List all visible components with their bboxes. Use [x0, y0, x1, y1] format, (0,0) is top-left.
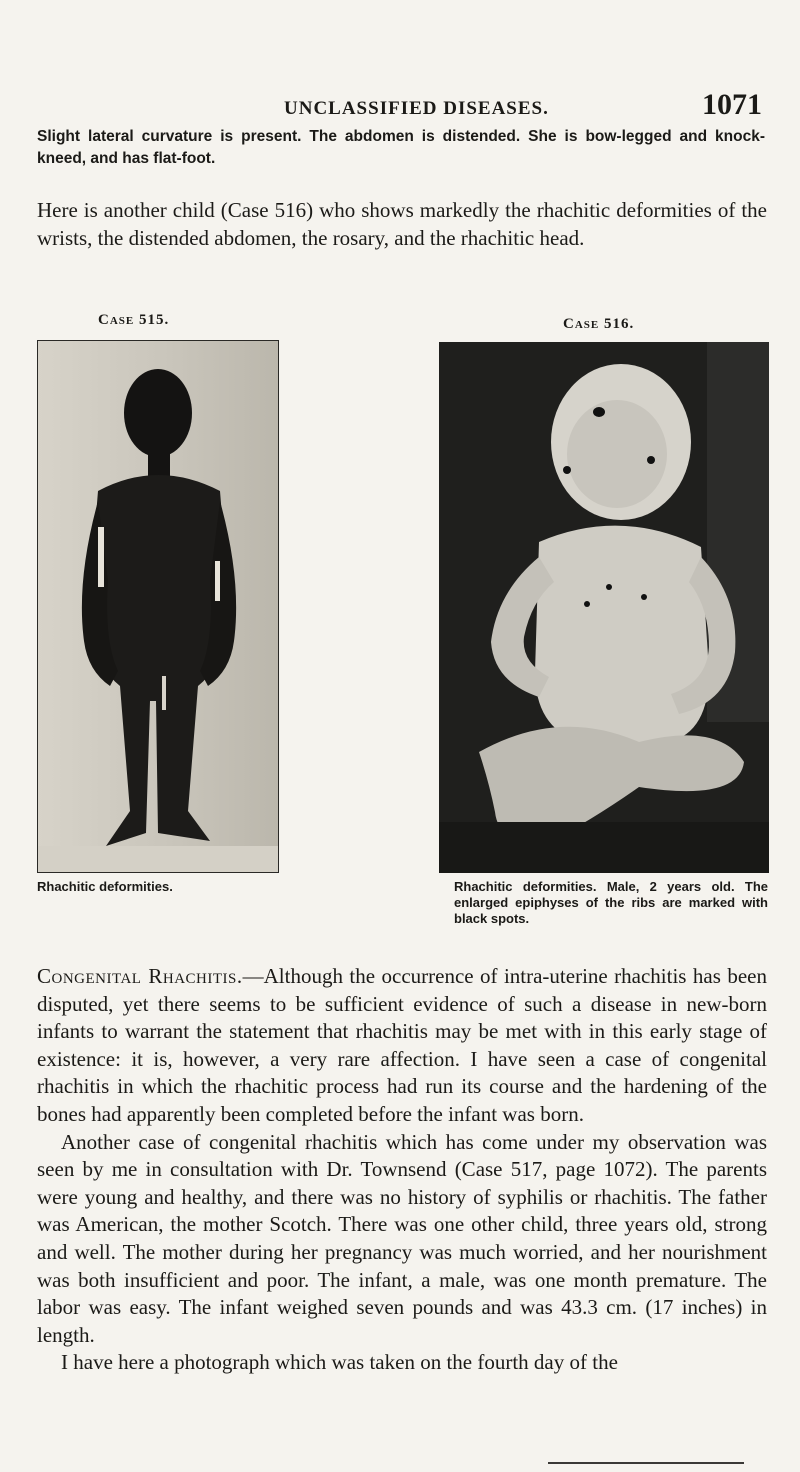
- paragraph-1-text: —Although the occurrence of intra-uterine rhachitis has been disputed, yet there seems to be sufficient evidence of such a disease in new-born infants to warrant the statement that rhachitis may be met with in this early stage of existence: it is, however, a very rare affection. I have seen a case of congenital rhachitis in which the rhachitic process had run its course and the hardening of the bones had apparently been completed before the infant was born.: [37, 964, 767, 1126]
- paragraph-3: I have here a photograph which was taken on the fourth day of the: [61, 1350, 618, 1375]
- case-515-description: Slight lateral curvature is present. The abdomen is distended. She is bow-legged and knock-kneed, and has flat-foot.: [37, 128, 765, 167]
- page-number: 1071: [702, 88, 762, 121]
- section-heading: Congenital Rhachitis.: [37, 964, 243, 988]
- running-title: UNCLASSIFIED DISEASES.: [284, 98, 549, 119]
- case-516-introduction: Here is another child (Case 516) who shows markedly the rhachitic deformities of the wrists, the distended abdomen, the rosary, and the rhachitic head.: [37, 198, 767, 250]
- case-516-photograph: [439, 342, 769, 873]
- paragraph-2: Another case of congenital rhachitis which has come under my observation was seen by me in consultation with Dr. Townsend (Case 517, page 1072). The parents were young and healthy, and there was no history of syphilis or rhachitis. The father was American, the mother Scotch. There was one other child, three years old, strong and well. The mother during her pregnancy was much worried, and her nourishment was both insufficient and poor. The infant, a male, was one month premature. The labor was easy. The infant weighed seven pounds and was 43.3 cm. (17 inches) in length.: [37, 1129, 767, 1347]
- case-515-photograph: [37, 340, 279, 873]
- body-text: [37, 963, 767, 1377]
- case-515-caption: Rhachitic deformities.: [37, 879, 173, 894]
- case-515-label: Case 515.: [98, 312, 170, 328]
- case-516-caption: Rhachitic deformities. Male, 2 years old. The enlarged epiphyses of the ribs are marked with black spots.: [454, 879, 768, 926]
- standing-child-figure: [38, 341, 279, 873]
- congenital-rhachitis-paragraph: [37, 963, 767, 1129]
- case-516-label: Case 516.: [563, 316, 635, 332]
- seated-infant-figure: [439, 342, 769, 873]
- running-head: [284, 88, 762, 122]
- footer-rule: [548, 1462, 744, 1464]
